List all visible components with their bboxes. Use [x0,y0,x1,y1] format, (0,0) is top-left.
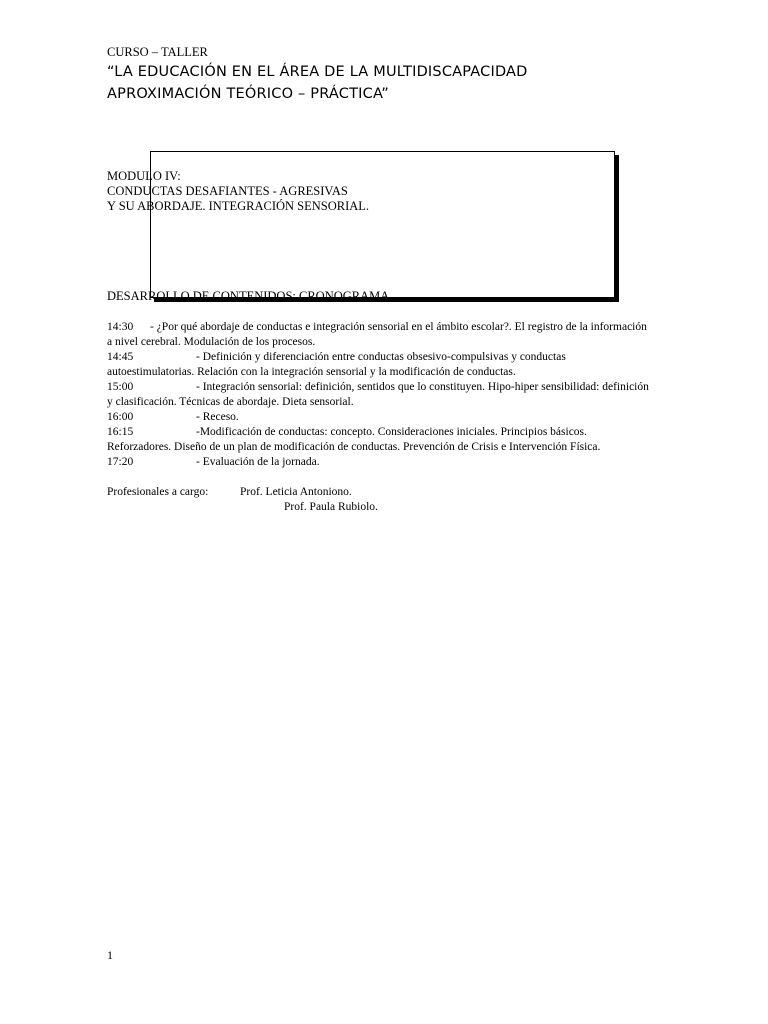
section-heading: DESARROLLO DE CONTENIDOS: CRONOGRAMA [107,289,390,300]
course-title-line-2: APROXIMACIÓN TEÓRICO – PRÁCTICA” [107,86,389,102]
schedule-time: 16:15 [107,426,134,438]
module-topic-line-2: Y SU ABORDAJE. INTEGRACIÓN SENSORIAL. [107,199,370,213]
section-heading-clip [107,289,627,300]
schedule-time: 14:45 [107,351,134,363]
module-title [107,169,369,214]
staff-name: Prof. Leticia Antoniono. [240,486,352,498]
schedule-item [107,410,652,425]
course-title-line-1: “LA EDUCACIÓN EN EL ÁREA DE LA MULTIDISCAPACIDAD [107,64,528,80]
course-label: CURSO – TALLER [107,45,208,59]
schedule [107,320,652,470]
schedule-text: - Definición y diferenciación entre conductas obsesivo-compulsivas y conductas autoestimulatorias. Relación con la integración sensorial y la modificación de conductas. [107,351,566,378]
staff-label: Profesionales a cargo: [107,486,209,498]
schedule-text: - Integración sensorial: definición, sentidos que lo constituyen. Hipo-hiper sensibilidad: definición y clasificación. Técnicas de abordaje. Dieta sensorial. [107,381,649,408]
schedule-text: - Receso. [196,411,239,423]
schedule-time: 14:30 [107,321,134,333]
schedule-text: - ¿Por qué abordaje de conductas e integración sensorial en el ámbito escolar?. El registro de la información a nivel cerebral. Modulación de los procesos. [107,321,647,348]
schedule-item [107,320,652,350]
schedule-time: 16:00 [107,411,134,423]
schedule-item [107,425,652,455]
module-topic-line-1: CONDUCTAS DESAFIANTES - AGRESIVAS [107,184,348,198]
schedule-text: -Modificación de conductas: concepto. Consideraciones iniciales. Principios básicos. Reforzadores. Diseño de un plan de modificación de conductas. Prevención de Crisis e Intervención Física. [107,426,601,453]
schedule-item [107,380,652,410]
staff-name: Prof. Paula Rubiolo. [284,501,378,513]
schedule-item [107,350,652,380]
schedule-time: 15:00 [107,381,134,393]
page-number: 1 [107,948,113,962]
schedule-time: 17:20 [107,456,134,468]
schedule-item [107,455,652,470]
schedule-text: - Evaluación de la jornada. [196,456,320,468]
module-number: MODULO IV: [107,169,181,183]
